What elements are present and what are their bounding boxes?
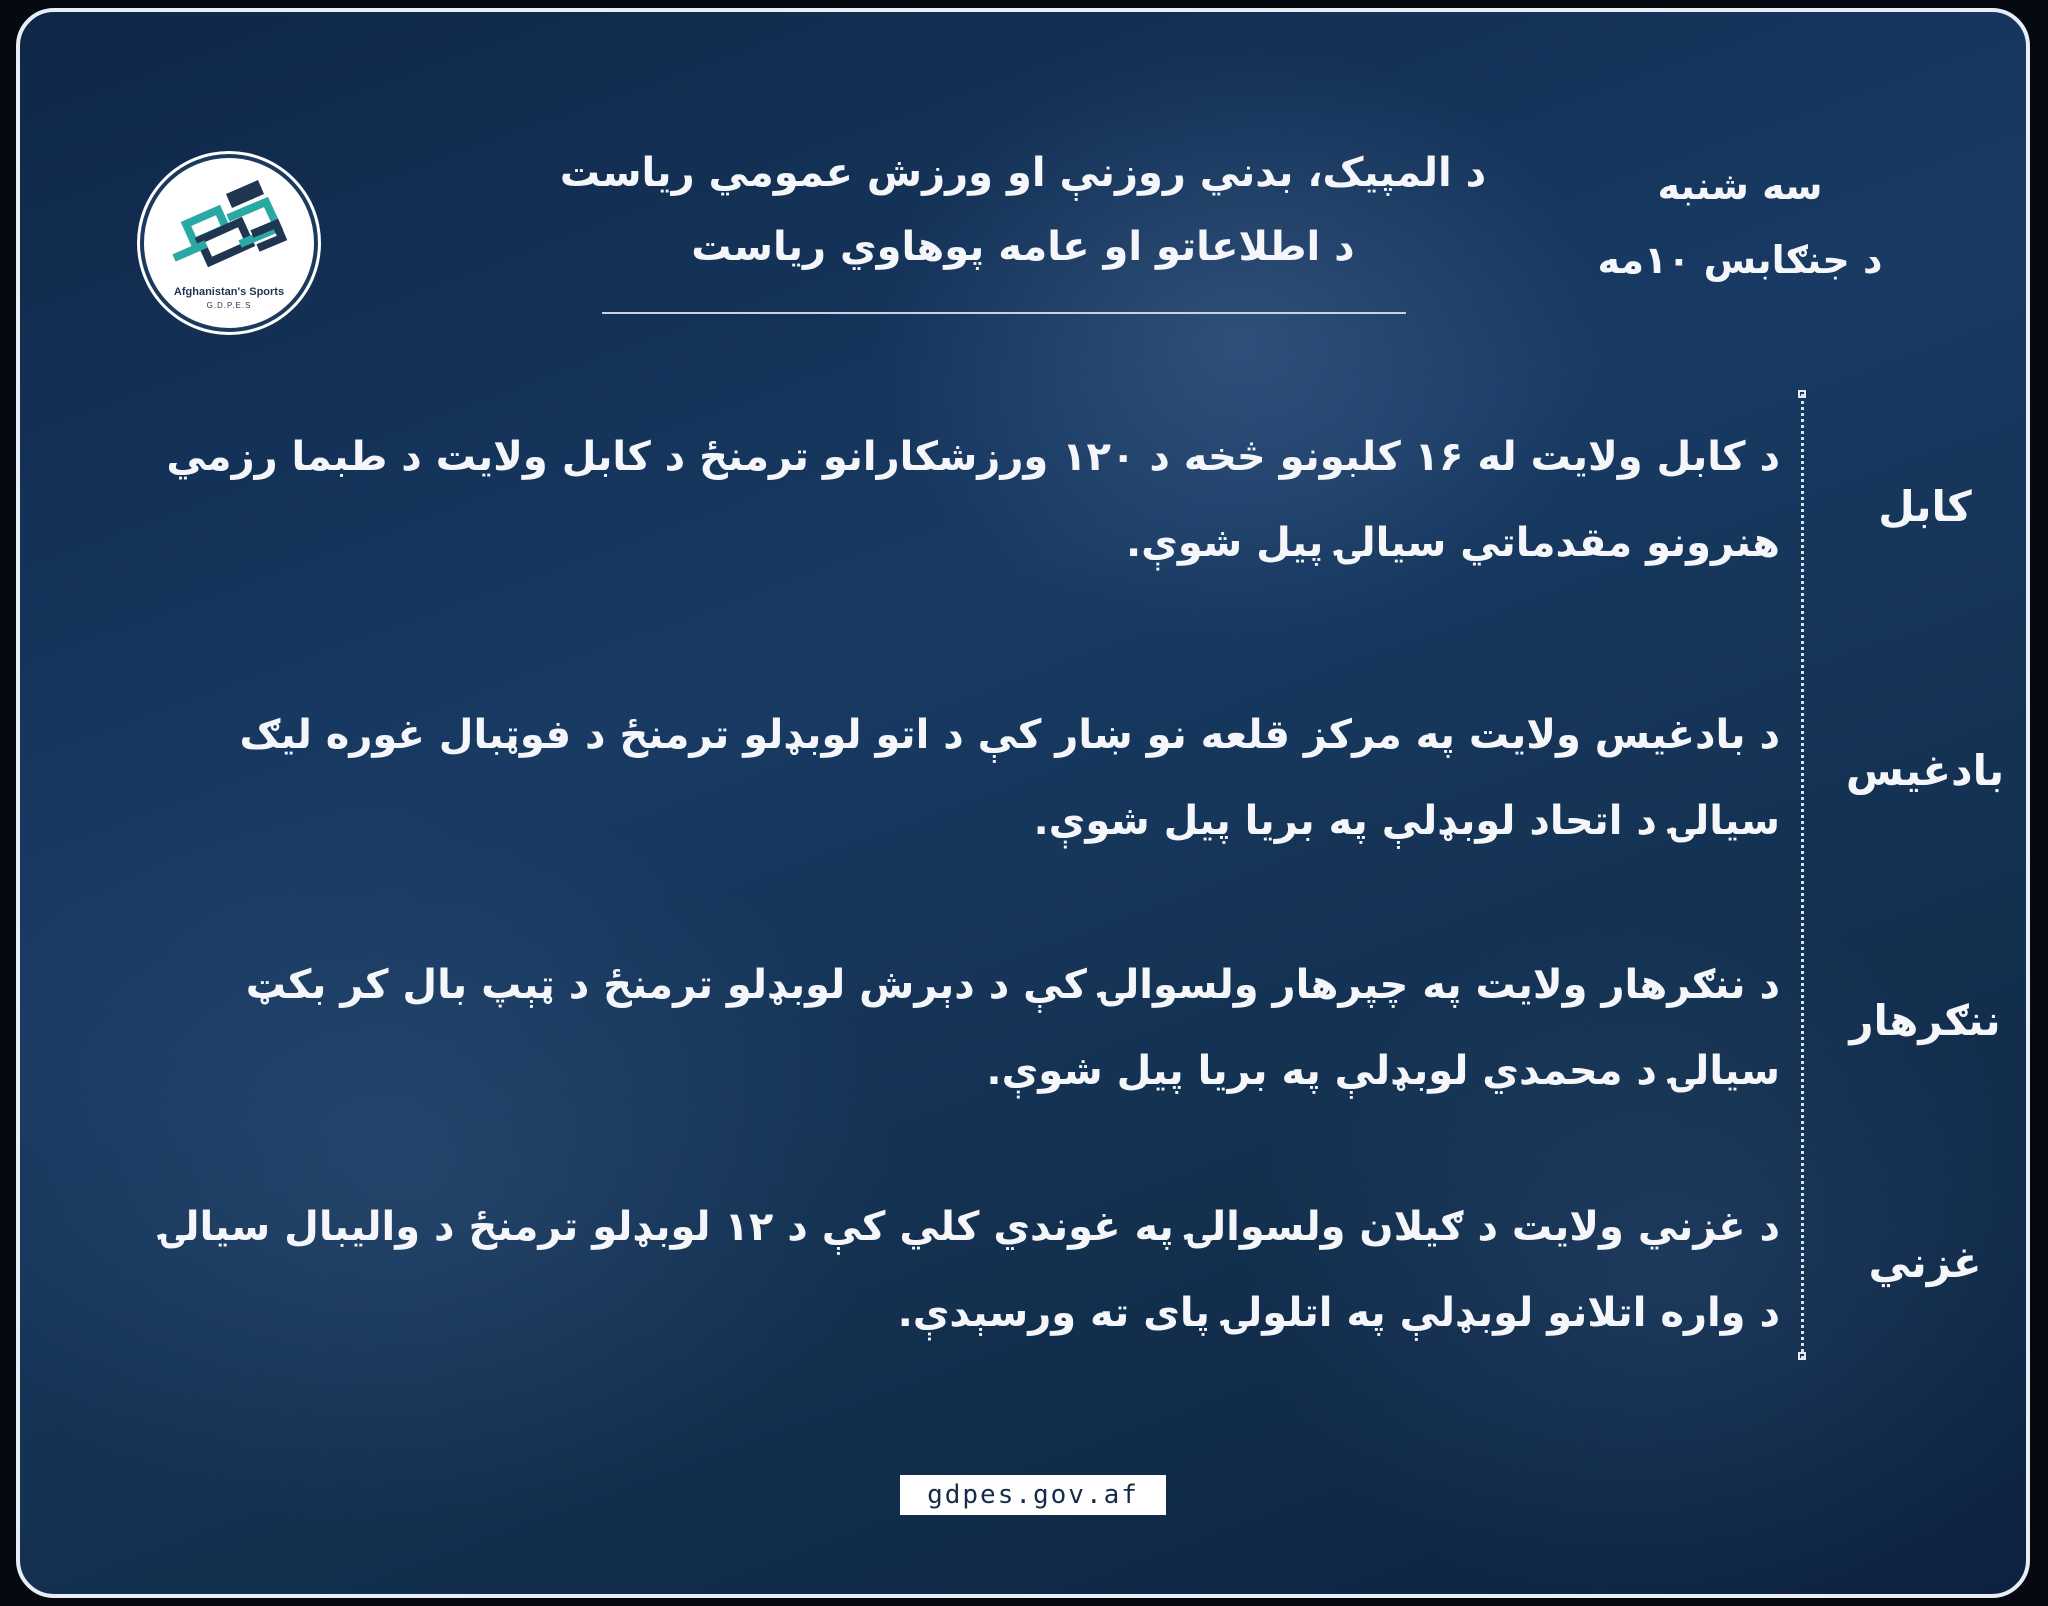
timeline-line	[1801, 394, 1804, 1360]
row-text-badghis: د بادغیس ولایت په مرکز قلعه نو ښار کې د اتو لوبډلو ترمنځ د فوټبال غوره لیګ سیالۍ د اتحاد لوبډلې په بریا پیل شوې.	[239, 712, 1780, 844]
logo-subtext: G.D.P.E.S	[206, 301, 252, 310]
row-label-badghis: بادغیس	[1845, 746, 2005, 795]
row-text-kabul: د کابل ولایت له ۱۶ کلبونو څخه د ۱۲۰ ورزشکارانو ترمنځ د کابل ولایت د طبما رزمي هنرونو مقدماتي سیالۍ پیل شوې.	[166, 434, 1780, 566]
row-label-nangarhar: ننګرهار	[1849, 996, 2001, 1045]
logo-text: Afghanistan's Sports	[173, 286, 285, 298]
header-title-2: د اطلاعاتو او عامه پوهاوي ریاست	[691, 224, 1355, 270]
row-label-ghazni: غزني	[1868, 1238, 1982, 1287]
website-url-badge[interactable]: gdpes.gov.af	[900, 1475, 1166, 1515]
row-text-ghazni: د غزني ولایت د ګیلان ولسوالۍ په غوندي کلي کې د ۱۲ لوبډلو ترمنځ د والیبال سیالۍ د واره اتلانو لوبډلې په اتلولۍ پای ته ورسېدې.	[161, 1204, 1780, 1336]
date-day: د جنګابس ۱۰مه	[1597, 238, 1883, 282]
post-card	[16, 8, 2030, 1598]
date-weekday: سه شنبه	[1657, 164, 1823, 208]
header-divider	[602, 312, 1406, 314]
timeline-top-dot	[1798, 390, 1806, 398]
row-label-kabul: کابل	[1878, 482, 1972, 531]
timeline-bottom-dot	[1798, 1352, 1806, 1360]
row-text-nangarhar: د ننګرهار ولایت په چپرهار ولسوالۍ کې د دېرش لوبډلو ترمنځ د ټېپ بال کر بکټ سیالۍ د محمدي لوبډلې په بریا پیل شوې.	[245, 962, 1780, 1094]
header-title-1: د المپیک، بدني روزنې او ورزش عمومي ریاست	[559, 150, 1487, 196]
